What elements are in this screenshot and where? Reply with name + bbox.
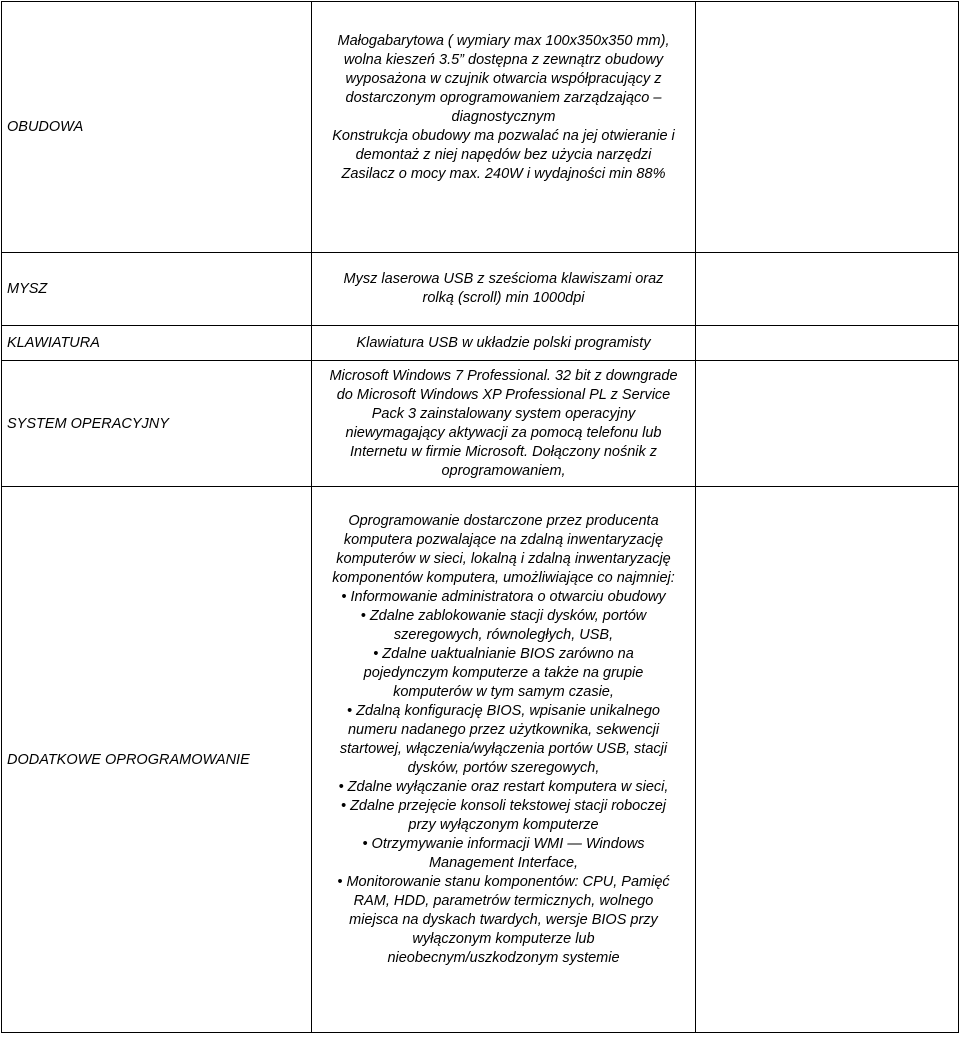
desc-line: Microsoft Windows 7 Professional. 32 bit z downgrade — [329, 367, 678, 384]
table-row-klawiatura — [2, 326, 959, 361]
desc-line: Oprogramowanie dostarczone przez producenta — [348, 512, 659, 529]
desc-line: diagnostycznym — [451, 109, 556, 125]
desc-line: szeregowych, równoległych, USB, — [393, 626, 614, 643]
desc-line: numeru nadanego przez użytkownika, sekwencji — [347, 721, 660, 738]
row-description-dodatkowe-oprogramowanie — [312, 487, 696, 1033]
row-label-obudowa: OBUDOWA — [2, 2, 312, 253]
desc-line: nieobecnym/uszkodzonym systemie — [387, 949, 620, 966]
desc-line: komponentów komputera, umożliwiające co najmniej: — [332, 569, 675, 586]
desc-line: rolką (scroll) min 1000dpi — [422, 290, 585, 306]
desc-line: Internetu w firmie Microsoft. Dołączony nośnik z — [349, 443, 658, 460]
desc-line: RAM, HDD, parametrów termicznych, wolnego — [353, 892, 654, 909]
desc-line: wyposażona w czujnik otwarcia współpracujący z — [345, 71, 662, 87]
desc-line: przy wyłączonym komputerze — [408, 816, 599, 833]
desc-line: Konstrukcja obudowy ma pozwalać na jej otwieranie i — [332, 128, 675, 144]
table-row-mysz — [2, 253, 959, 326]
table-row-system-operacyjny — [2, 361, 959, 487]
desc-line: komputera pozwalające na zdalną inwentaryzację — [343, 531, 664, 548]
row-description-mysz — [312, 253, 696, 326]
row-value-cell[interactable] — [696, 487, 959, 1033]
table-row-dodatkowe-oprogramowanie — [2, 487, 959, 1033]
desc-line: do Microsoft Windows XP Professional PL z Service — [336, 386, 671, 403]
desc-line: wyłączonym komputerze lub — [412, 930, 595, 947]
desc-line: oprogramowaniem, — [441, 462, 566, 479]
desc-line: Mysz laserowa USB z sześcioma klawiszami oraz — [343, 271, 664, 287]
desc-line: miejsca na dyskach twardych, wersje BIOS przy — [349, 911, 658, 928]
row-value-cell[interactable] — [696, 253, 959, 326]
row-value-cell[interactable] — [696, 2, 959, 253]
bullet-line: • Monitorowanie stanu komponentów: CPU, Pamięć — [312, 873, 695, 892]
desc-line: demontaż z niej napędów bez użycia narzędzi — [355, 147, 652, 163]
bullet-line: • Zdalne wyłączanie oraz restart komputera w sieci, — [312, 778, 695, 797]
bullet-line: • Zdalne przejęcie konsoli tekstowej stacji roboczej — [312, 797, 695, 816]
desc-line: pojedynczym komputerze a także na grupie — [363, 664, 644, 681]
bullet-line: • Zdalne zablokowanie stacji dysków, portów — [312, 607, 695, 626]
desc-line: niewymagający aktywacji za pomocą telefonu lub — [345, 424, 662, 441]
desc-line: Pack 3 zainstalowany system operacyjny — [371, 405, 636, 422]
bullet-line: • Zdalną konfigurację BIOS, wpisanie unikalnego — [312, 702, 695, 721]
desc-line: Management Interface, — [428, 854, 579, 871]
row-label-klawiatura: KLAWIATURA — [2, 326, 312, 361]
bullet-line: • Otrzymywanie informacji WMI — Windows — [312, 835, 695, 854]
specification-table — [1, 1, 959, 1033]
desc-line: Małogabarytowa ( wymiary max 100x350x350 mm), — [337, 33, 670, 49]
row-value-cell[interactable] — [696, 326, 959, 361]
desc-line: komputerów w tym samym czasie, — [393, 683, 614, 700]
desc-line: startowej, włączenia/wyłączenia portów USB, stacji — [339, 740, 668, 757]
row-label-system-operacyjny: SYSTEM OPERACYJNY — [2, 361, 312, 487]
row-description-obudowa — [312, 2, 696, 253]
row-description-klawiatura — [312, 326, 696, 361]
desc-line: wolna kieszeń 3.5” dostępna z zewnątrz obudowy — [343, 52, 664, 68]
bullet-line: • Zdalne uaktualnianie BIOS zarówno na — [312, 645, 695, 664]
desc-line: komputerów w sieci, lokalną i zdalną inwentaryzację — [336, 550, 671, 567]
desc-line: Zasilacz o mocy max. 240W i wydajności min 88% — [341, 166, 666, 182]
desc-line: dysków, portów szeregowych, — [407, 759, 600, 776]
row-description-system-operacyjny — [312, 361, 696, 487]
row-label-dodatkowe-oprogramowanie: DODATKOWE OPROGRAMOWANIE — [2, 487, 312, 1033]
bullet-line: • Informowanie administratora o otwarciu obudowy — [312, 588, 695, 607]
row-label-mysz: MYSZ — [2, 253, 312, 326]
row-value-cell[interactable] — [696, 361, 959, 487]
desc-line: dostarczonym oprogramowaniem zarządzająco – — [345, 90, 662, 106]
desc-line: Klawiatura USB w układzie polski programisty — [356, 334, 651, 351]
table-row-obudowa — [2, 2, 959, 253]
